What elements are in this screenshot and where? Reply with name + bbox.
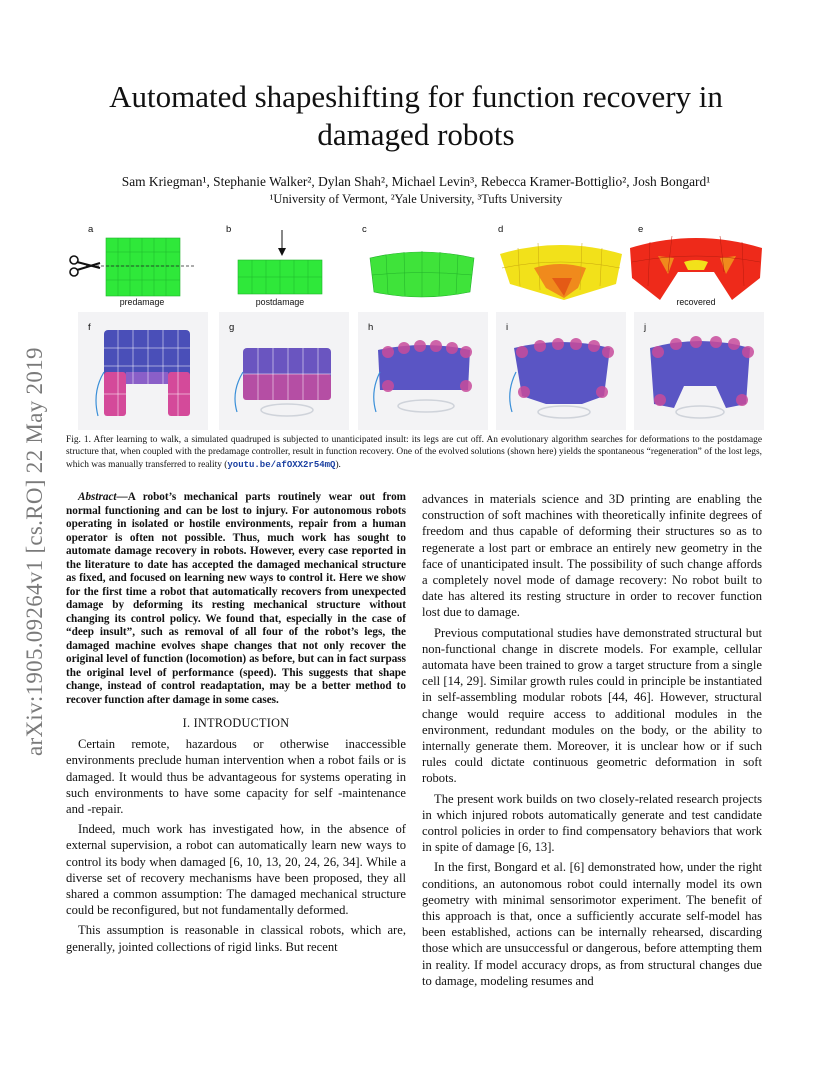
arrow-down-icon [278,248,286,256]
deformation-stage-e [628,228,764,302]
panel-label-j: j [644,322,647,333]
body-paragraph: Indeed, much work has investigated how, in the absence of external supervision, a robot can automatically learn new ways to control its body when damaged [6, 10, 13, 20, 24, 26, 34]. While a diverse set of recovery mechanisms have been proposed, they all shared a common assumption: The damaged mechanical structure could be reconfigured, but not fundamentally deformed. [66,822,406,918]
photo-f [78,312,208,430]
caption-end: ). [335,459,341,470]
body-paragraph: advances in materials science and 3D printing are enabling the construction of soft machines with theoretically infinite degrees of freedom and thus capable of deforming their structures so as to regenerate a lost part or embrace an entirely new geometry in the face of unanticipated insult. The possibility of such change affords a completely novel mode of damage recovery: No robot built to date has altered its resting structure in order to recover function lost due to damage. [422,492,762,620]
body-paragraph: This assumption is reasonable in classical robots, which are, generally, jointed collections of rigid links. But recent [66,923,406,954]
author-list: Sam Kriegman¹, Stephanie Walker², Dylan Shah², Michael Levin³, Rebecca Kramer-Bottiglio², Josh Bongard¹ [121,174,711,189]
panel-label-c: c [362,224,367,235]
paper-title: Automated shapeshifting for function recovery in damaged robots [109,79,723,152]
figure-1 [66,220,764,430]
abstract [66,491,406,707]
deformation-stage-c [356,230,486,300]
abstract-text: —A robot’s mechanical parts routinely wear out from normal functioning and can be lost to injury. For autonomous robots operating in isolated or hostile environments, repair from a human operator is often not possible. Thus, much work has sought to automate damage recovery in robots. However, every case reported in the literature to date has accepted the damaged mechanical structure as fixed, and focused on learning new ways to control it. Here we show for the first time a robot that automatically recovers from unexpected damage by deforming its resting mechanical structure without changing its control policy. We found that, especially in the case of “deep insult”, such as removal of all four of the robot’s legs, the damaged machine evolves shape changes that not only recover the original level of function (locomotion) as before, but can in fact surpass the original level of performance (speed). This suggests that shape change, instead of control readaptation, may be a better method to recover function after damage in some cases. [66,491,406,706]
panel-label-b: b [226,224,232,235]
panel-label-i: i [506,322,509,333]
body-paragraph: Certain remote, hazardous or otherwise inaccessible environments preclude human intervention when a robot fails or is damaged. It would thus be advantageous for systems operating in such environments to have some capacity for self -maintenance and -repair. [66,737,406,817]
body-paragraph: In the first, Bongard et al. [6] demonstrated how, under the right conditions, an autonomous robot could internally model its own geometry with minimal sensorimotor experiment. The benefit of this approach is that, once a sufficiently accurate self-model has been established, actions can be internally rehearsed, discarding those which are unsuccessful or dangerous, before attempting them in reality. If model accuracy drops, as from structural changes due to damage, modeling resumes and [422,860,762,988]
panel-label-f: f [88,322,91,333]
caption-text: Fig. 1. After learning to walk, a simulated quadruped is subjected to unanticipated insult: its legs are cut off. An evolutionary algorithm searches for deformations to the postdamage structure that, when coupled with the predamage controller, result in function recovery. One of the evolved solutions (shown here) yields the spontaneous “regeneration” of the lost legs, which was manually transferred to reality ( [66,435,762,470]
panel-label-e: e [638,224,644,235]
scissors-icon [70,256,100,276]
postdamage-simulation [216,230,336,300]
panel-label-h: h [368,322,374,333]
predamage-simulation [66,230,206,300]
body-paragraph: The present work builds on two closely-related research projects in which injured robots automatically generate and test candidate control policies in order to find compensatory behaviors that work in spite of damage [6, 13]. [422,791,762,855]
body-paragraph: Previous computational studies have demonstrated structural but non-functional change in discrete models. For example, cellular automata have been trained to grow a target structure from a single cell [14, 29]. Similar growth rules could in principle be instantiated in self-assembling modular robots [44, 46]. However, structural change would require access to additional modules in the environment, redundant modules on the body, or the ability to internally generate them. Moreover, it is unclear how or if such rules could dictate continuous geometric deformation in soft robots. [422,625,762,786]
abstract-label: Abstract [78,491,117,503]
arxiv-stamp: arXiv:1905.09264v1 [cs.RO] 22 May 2019 [22,347,47,756]
deformation-stage-d [494,230,628,302]
panel-label-g: g [229,322,235,333]
photo-j [634,312,764,430]
affiliations: ¹University of Vermont, ²Yale University, ³Tufts University [269,192,563,206]
panel-label-a: a [88,224,94,235]
figure-caption [66,434,762,471]
photo-i [496,312,626,430]
photo-h [358,312,488,430]
photo-g [219,312,349,430]
label-predamage: predamage [119,297,165,307]
right-column [422,491,762,993]
video-link[interactable]: youtu.be/afOXX2r54mQ [227,459,336,470]
label-recovered: recovered [676,297,716,307]
left-column [66,491,406,959]
label-postdamage: postdamage [255,297,305,307]
panel-label-d: d [498,224,504,235]
section-heading: I. INTRODUCTION [182,716,290,730]
